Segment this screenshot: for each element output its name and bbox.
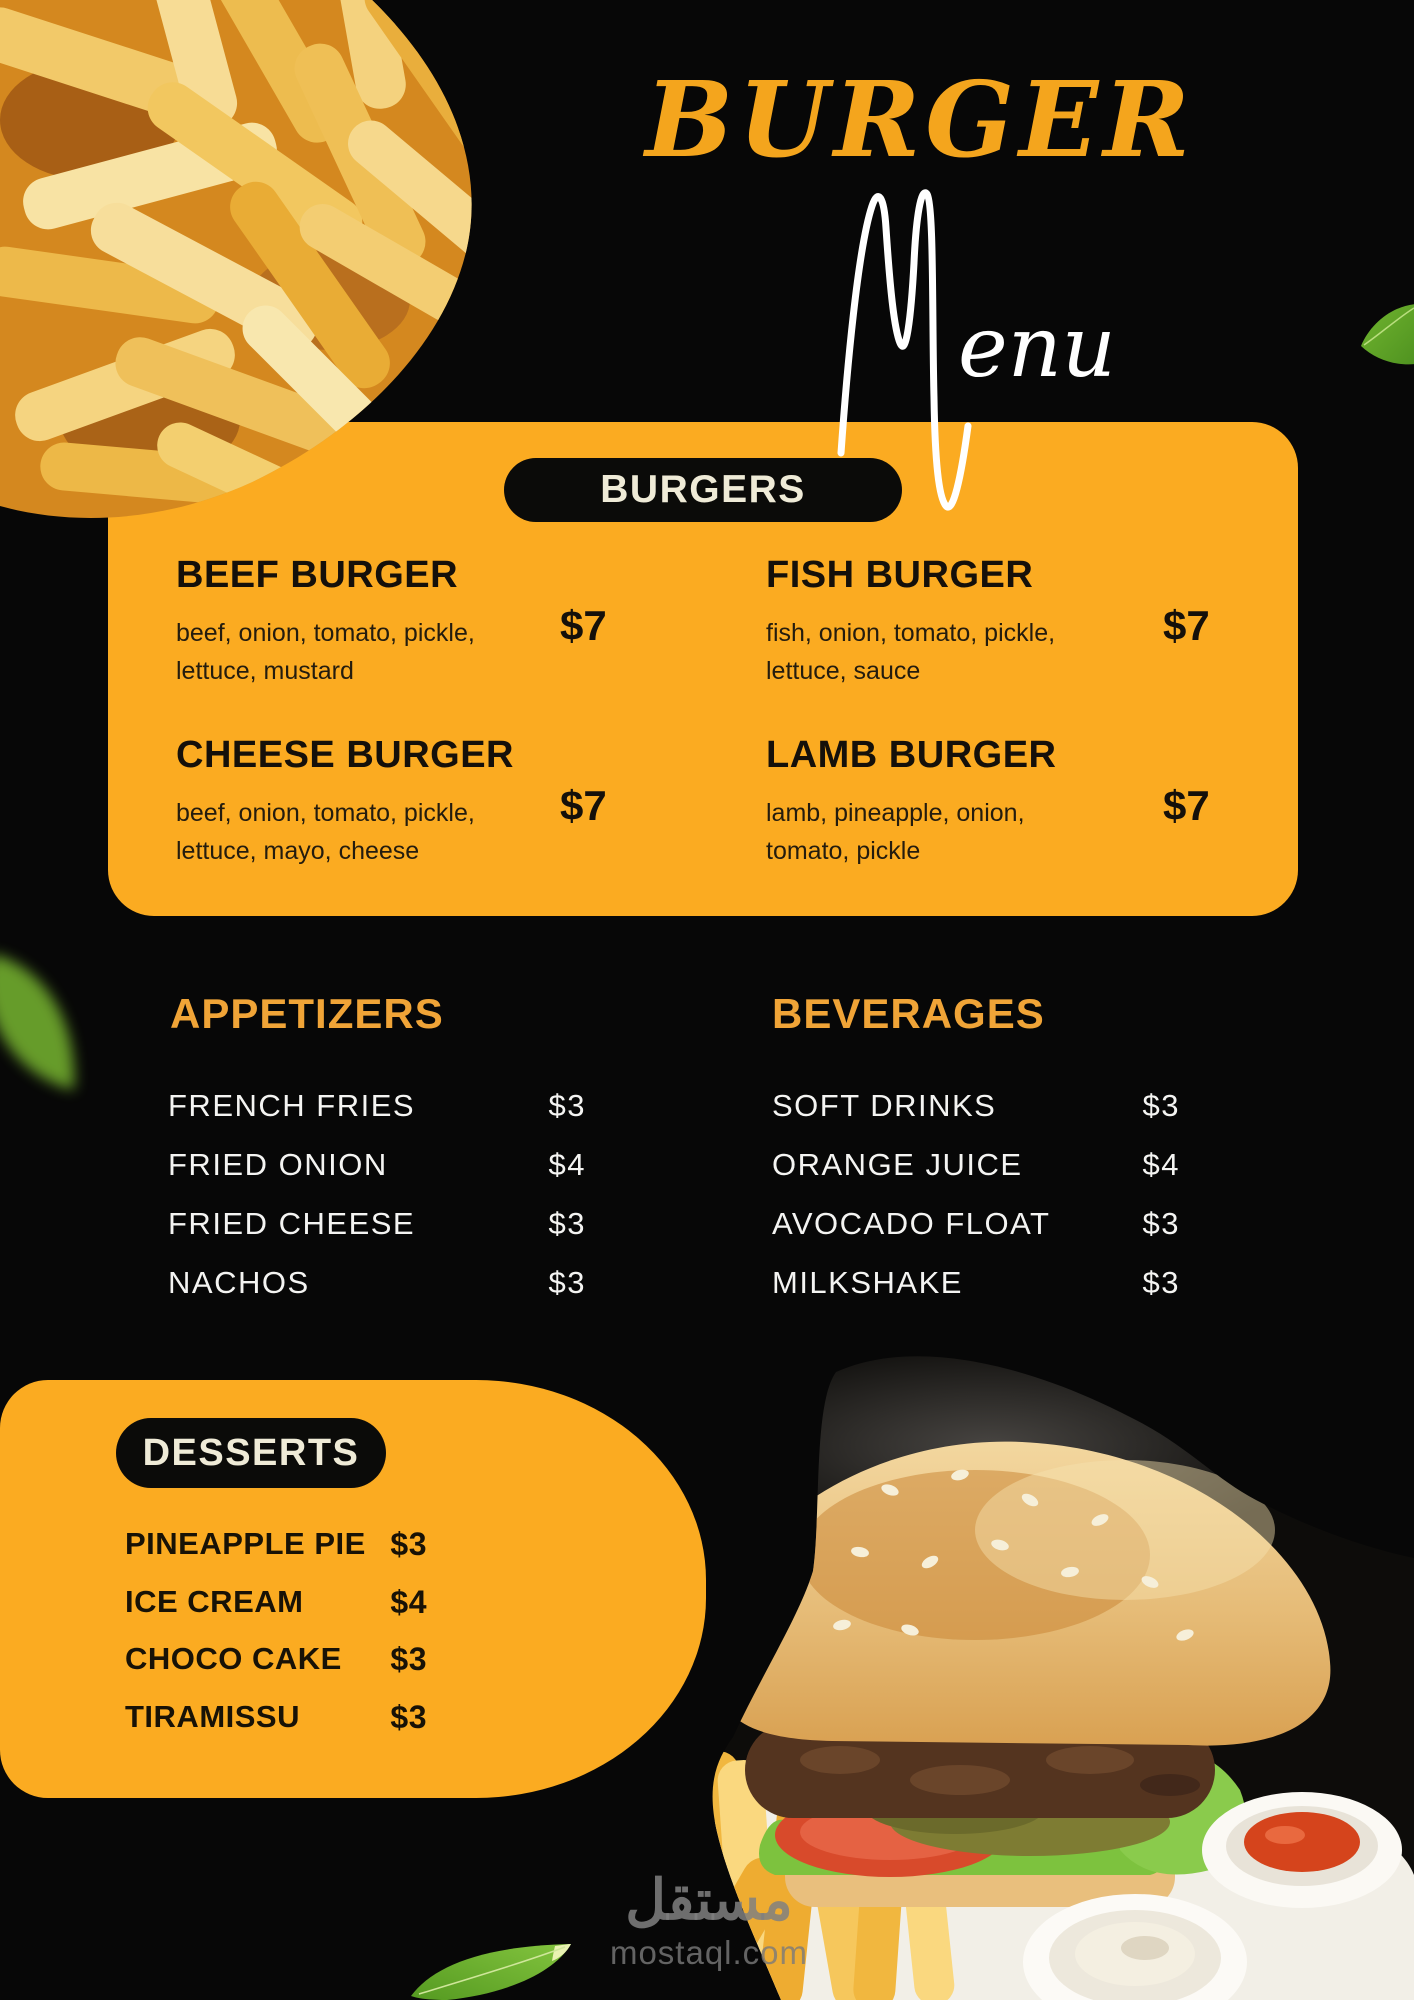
menu-row [168,1265,586,1301]
page-title: BURGER [645,58,1195,181]
burger-item-price: $7 [560,782,607,829]
burger-item [766,554,1186,690]
row-name: FRENCH FRIES [168,1088,416,1123]
fries-photo-illustration [0,0,500,580]
burger-item-name: FISH BURGER [766,554,1034,596]
row-price: $4 [548,1147,586,1182]
burger-item-description: lamb, pineapple, onion, tomato, pickle [766,799,1025,865]
menu-row [772,1206,1180,1242]
fries-photo [0,0,500,580]
watermark [559,1868,859,1972]
menu-script [820,168,1130,538]
row-price: $4 [1142,1147,1180,1182]
burger-item-price: $7 [1163,782,1210,829]
row-name: ICE CREAM [125,1584,304,1619]
menu-row [168,1206,586,1242]
row-name: SOFT DRINKS [772,1088,997,1123]
row-price: $3 [390,1526,427,1562]
row-price: $3 [390,1641,427,1677]
row-name: AVOCADO FLOAT [772,1206,1051,1241]
row-name: TIRAMISSU [125,1699,300,1734]
burger-item-price: $7 [560,602,607,649]
burger-item-name: BEEF BURGER [176,554,459,596]
row-name: FRIED ONION [168,1147,388,1182]
row-price: $3 [548,1265,586,1300]
menu-script-enu: enu [958,298,1116,396]
row-name: FRIED CHEESE [168,1206,416,1241]
row-price: $4 [390,1584,427,1620]
leaf-icon [1358,298,1414,368]
menu-script-m-stroke [841,193,968,507]
row-name: PINEAPPLE PIE [125,1526,366,1561]
leaf-decoration-left [0,948,87,1098]
menu-row [125,1699,427,1736]
row-price: $3 [1142,1265,1180,1300]
row-name: ORANGE JUICE [772,1147,1023,1182]
burger-item-name: LAMB BURGER [766,734,1057,776]
row-price: $3 [390,1699,427,1735]
menu-row [125,1641,427,1678]
burger-item-description: beef, onion, tomato, pickle, lettuce, mayo, cheese [176,799,475,865]
menu-row [772,1147,1180,1183]
menu-row [125,1584,427,1621]
burgers-section-label: BURGERS [600,468,806,511]
section-pill-desserts [116,1418,386,1488]
burger-item [176,734,596,870]
leaf-decoration-right [1358,298,1414,368]
burger-item-description: fish, onion, tomato, pickle, lettuce, sauce [766,619,1056,685]
menu-script-lettering [820,168,1130,538]
row-price: $3 [1142,1206,1180,1241]
burger-item-price: $7 [1163,602,1210,649]
menu-row [168,1147,586,1183]
beverages-section-heading: BEVERAGES [772,990,1045,1037]
row-price: $3 [548,1206,586,1241]
watermark-arabic: مستقل [625,1868,793,1931]
watermark-latin: mostaql.com [609,1934,809,1971]
burger-item-name: CHEESE BURGER [176,734,514,776]
row-price: $3 [548,1088,586,1123]
row-name: CHOCO CAKE [125,1641,342,1676]
desserts-section-label: DESSERTS [142,1431,360,1474]
row-name: NACHOS [168,1265,310,1300]
row-name: MILKSHAKE [772,1265,963,1300]
menu-row [125,1526,427,1563]
menu-row [772,1088,1180,1124]
burger-item-description: beef, onion, tomato, pickle, lettuce, mustard [176,619,475,685]
appetizers-section-heading: APPETIZERS [170,990,444,1037]
burger-item [766,734,1186,870]
desserts-panel [0,1380,706,1798]
menu-row [168,1088,586,1124]
row-price: $3 [1142,1088,1180,1123]
leaf-icon [0,948,87,1098]
menu-row [772,1265,1180,1301]
